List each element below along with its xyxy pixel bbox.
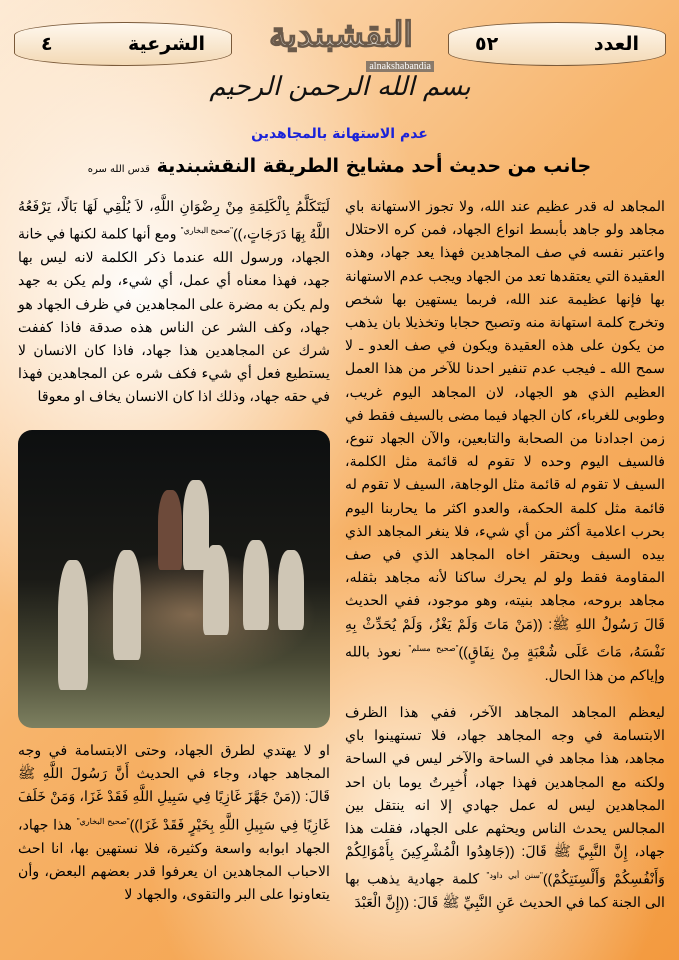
section-banner bbox=[14, 22, 232, 66]
paragraph bbox=[18, 196, 330, 410]
citation: "صحيح البخاري" bbox=[76, 816, 130, 826]
article-subtitle: عدم الاستهانة بالمجاهدين bbox=[251, 126, 428, 142]
logo-text: النقشبندية bbox=[269, 15, 413, 55]
citation: "سنن أبي داود" bbox=[486, 871, 543, 881]
paragraph bbox=[18, 740, 330, 907]
paragraph-text: نعوذ بالله وإياكم من هذا الحال. bbox=[345, 644, 665, 684]
honorific: قدس الله سره bbox=[87, 164, 150, 175]
paragraph-text: كلمة جهادية يذهب بها الى الجنة كما في الحديث عَنِ النَّبِيِّ ﷺ قَالَ: ((إِنَّ الْعَبْدَ bbox=[345, 872, 665, 912]
paragraph-text: ومع أنها كلمة لكنها في خانة الجهاد، ورسول الله عندما ذكر الكلمة لانه ليس بها جهد، فهذا معناه أي عمل، أي شيء، ولم يكن به جهد ولم يكن به مضرة على المجاهدين في ظرف الجهاد هو جهاد، وكف الشر عن الناس هذه صدقة فاذا كففت شرك عن المجاهدين هذا جهاد، فاذا كان الانسان لا يستطيع فعل أي شيء فكف شره عن المجاهدين فهذا في حقه جهاد، وذلك اذا كان الانسان يخاف او معوقا bbox=[18, 226, 330, 406]
basmala-calligraphy: بسم الله الرحمن الرحيم bbox=[209, 72, 471, 102]
paragraph bbox=[345, 196, 665, 688]
magazine-logo bbox=[242, 12, 440, 72]
citation: "صحيح البخاري" bbox=[180, 226, 233, 236]
left-column-bottom bbox=[18, 740, 330, 907]
mujahideen-photo bbox=[18, 430, 330, 728]
citation: "صحيح مسلم" bbox=[408, 643, 459, 653]
right-column bbox=[345, 196, 665, 916]
issue-banner bbox=[448, 22, 666, 66]
section-label: الشرعية bbox=[127, 33, 205, 55]
page-number: ٤ bbox=[41, 33, 53, 55]
left-column-top bbox=[18, 196, 330, 410]
logo-latin: alnakshabandia bbox=[366, 61, 434, 72]
article-title bbox=[0, 155, 679, 177]
paragraph-text: ليعظم المجاهد المجاهد الآخر، ففي هذا الظرف الابتسامة في وجه المجاهد جهاد، فلا تستهينوا باي مجاهد، هذا مجاهد في الساحة والآخر ليس في الساحة ولكنه مع المجاهدين فهذا جهاد، أُخبِرتُ يوما بان احد المجاهدين ليس له عمل جهادي إلا انه ينتقل بين المجالس يحدث الناس ويحثهم على الجهاد، فقلت هذا جهاد، إِنَّ النَّبِيَّ ﷺ قَالَ: ((جَاهِدُوا الْمُشْرِكِينَ بِأَمْوَالِكُمْ وَأَنْفُسِكُمْ وَأَلْسِنَتِكُمْ)) bbox=[345, 705, 665, 889]
issue-label: العدد bbox=[593, 33, 639, 55]
paragraph-text: او لا يهتدي لطرق الجهاد، وحتى الابتسامة في وجه المجاهد جهاد، وجاء في الحديث أَنَّ رَسُولَ اللَّهِ ﷺ قَالَ: ((مَنْ جَهَّزَ غَازِيًا فِي سَبِيلِ اللَّهِ فَقَدْ غَزَا، وَمَنْ خَلَفَ غَازِيًا فِي سَبِيلِ اللَّهِ بِخَيْرٍ فَقَدْ غَزَا)) bbox=[18, 743, 330, 834]
paragraph bbox=[345, 702, 665, 916]
issue-number: ٥٢ bbox=[475, 33, 499, 55]
paragraph-text: هذا جهاد، الجهاد ابوابه واسعة وكثيرة، فلا نستهين بها، انا احث الاحباب المجاهدين ان يعرفوا قدر بعضهم البعض، وأن يتعاونوا على البر والتقوى، والجهاد لا bbox=[18, 817, 330, 903]
title-text: جانب من حديث أحد مشايخ الطريقة النقشبندية bbox=[156, 155, 592, 177]
paragraph-text: لَيَتَكَلَّمُ بِالْكَلِمَةِ مِنْ رِضْوَانِ اللَّهِ، لاَ يُلْقِي لَهَا بَالًا، يَرْفَعُهُ اللَّهُ بِهَا دَرَجَاتٍ،)) bbox=[18, 199, 330, 243]
paragraph-text: المجاهد له قدر عظيم عند الله، ولا تجوز الاستهانة باي مجاهد ولو جاهد بأبسط انواع الجهاد، فمن كره الاحتلال واعتبر نفسه في صف المجاهدين فهذا يعد جهاد، وهذه العقيدة التي يعتقدها تعد من الجهاد ويجب عدم الاستهانة بها فإنها عظيمة عند الله، فربما يستهين بها شخص وتخرج كلمة استهانة منه وتصبح حجابا وتخذيلا بان يذهب من يكون على هذه العقيدة ويكون في صف العدو ـ لا سمح الله ـ فيجب عدم تنفير احدنا للآخر من هذا العمل العظيم الذي هو الجهاد، لان المجاهد اليوم غريب، وطوبى للغرباء، كان الجهاد فيما مضى بالسيف فقط في زمن اجدادنا من الصحابة والتابعين، والآن الجهاد تنوع، فالسيف اليوم وحده لا تقوم له قائمة مثل الكلمة، السيف لا تقوم له قائمة مثل الوجاهة، السيف لا تقوم له قائمة مثل كلمة الحكمة، والعدو اكثر ما يحاربنا اليوم بحرب اعلامية أكثر من أي شيء، فلا ينغر المجاهد الذي بيده السيف ويحتقر اخاه المجاهد الذي في صف المقاومة فقط ولو لم يحرك ساكنا لأنه مجاهد بثقله، مجاهد بروحه، مجاهد بنيته، وهو موجود، ففي الحديث قَالَ رَسُولُ اللهِ ﷺ: ((مَنْ مَاتَ وَلَمْ يَغْزُ، وَلَمْ يُحَدِّثْ بِهِ نَفْسَهُ، مَاتَ عَلَى شُعْبَةٍ مِنْ نِفَاقٍ)) bbox=[345, 199, 665, 661]
